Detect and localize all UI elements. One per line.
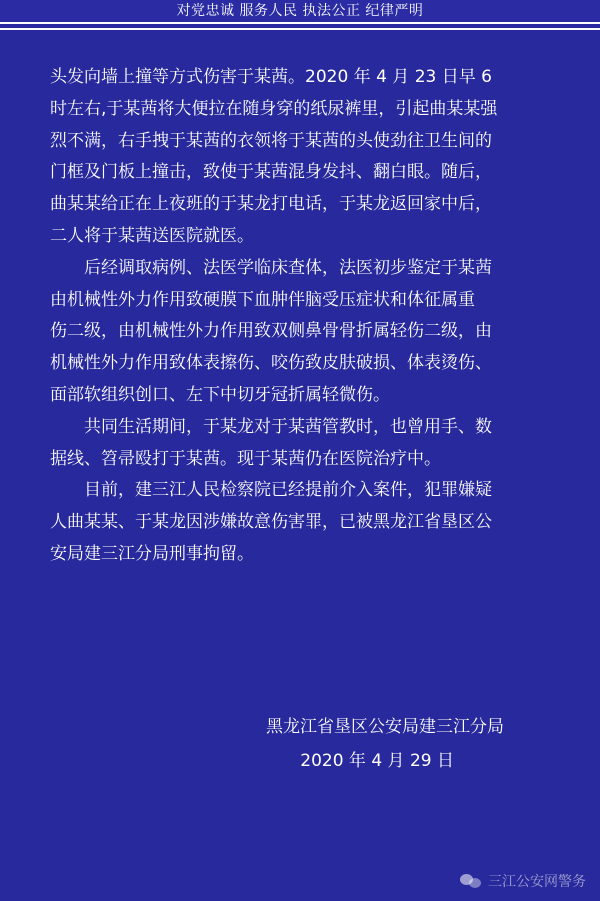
text-line: 面部软组织创口、左下中切牙冠折属轻微伤。 — [50, 384, 390, 405]
text-line: 人曲某某、于某龙因涉嫌故意伤害罪，已被黑龙江省垦区公 — [50, 512, 492, 533]
paragraph — [50, 475, 555, 570]
signature-date: 2020 年 4 月 29 日 — [300, 751, 454, 771]
text-line: 二人将于某茜送医院就医。 — [50, 225, 254, 246]
text-line: 据线、笤帚殴打于某茜。现于某茜仍在医院治疗中。 — [50, 448, 441, 469]
text-line: 头发向墙上撞等方式伤害于某茜。2020 年 4 月 23 日早 6 — [50, 67, 492, 87]
text-line: 机械性外力作用致体表擦伤、咬伤致皮肤破损、体表烫伤、 — [50, 353, 492, 374]
slogan-text: 对党忠诚 服务人民 执法公正 纪律严明 — [176, 3, 424, 19]
slogan-header — [0, 0, 600, 22]
paragraph — [50, 412, 555, 476]
text-line: 后经调取病例、法医学临床查体，法医初步鉴定于某茜 — [84, 257, 492, 278]
paragraph — [50, 62, 555, 253]
text-line: 时左右,于某茜将大便拉在随身穿的纸尿裤里，引起曲某某强 — [50, 98, 498, 119]
text-line: 安局建三江分局刑事拘留。 — [50, 543, 254, 564]
wechat-icon — [460, 872, 482, 890]
text-line: 目前，建三江人民检察院已经提前介入案件，犯罪嫌疑 — [84, 480, 492, 501]
text-line: 由机械性外力作用致硬膜下血肿伴脑受压症状和体征属重 — [50, 289, 475, 310]
text-line: 曲某某给正在上夜班的于某龙打电话，于某龙返回家中后， — [50, 194, 492, 215]
text-line: 门框及门板上撞击，致使于某茜混身发抖、翻白眼。随后， — [50, 162, 492, 183]
text-line: 伤二级，由机械性外力作用致双侧鼻骨骨折属轻伤二级，由 — [50, 321, 492, 342]
text-line: 烈不满，右手拽于某茜的衣领将于某茜的头使劲往卫生间的 — [50, 130, 492, 151]
watermark — [460, 871, 586, 891]
watermark-text: 三江公安网警务 — [488, 874, 586, 890]
notice-body — [50, 62, 555, 571]
text-line: 共同生活期间，于某龙对于某茜管教时，也曾用手、数 — [84, 416, 492, 437]
header-divider — [0, 22, 600, 40]
paragraph — [50, 253, 555, 412]
signature-organization: 黑龙江省垦区公安局建三江分局 — [266, 717, 504, 737]
